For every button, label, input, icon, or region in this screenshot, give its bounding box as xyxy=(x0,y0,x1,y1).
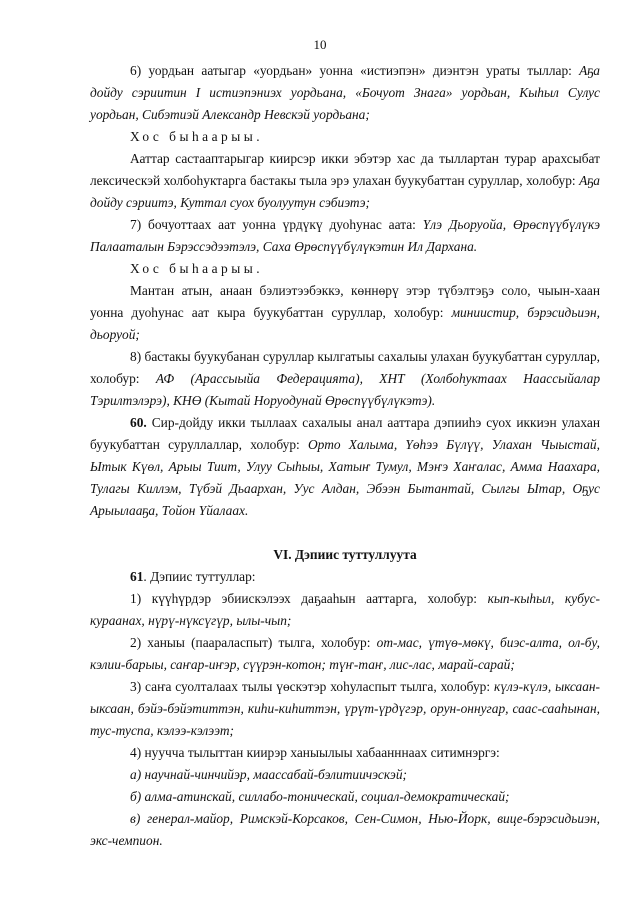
text-run: Аҕа дойду сэриитин I истиэпэниэх уордьана, «Бочуот Знага» уордьан, Кыһыл Сулус уордьан, Сибэтиэй Александр Невскэй уордьана; xyxy=(90,63,600,122)
text-run: в) генерал-майор, Римскэй-Корсаков, Сен-Симон, Нью-Йорк, вице-бэрэсидьиэн, экс-чемпион. xyxy=(90,811,600,848)
text-run: б) алма-атинскай, силлабо-тоническай, социал-демократическай; xyxy=(130,789,510,804)
note-title xyxy=(90,258,600,280)
text-run: АФ (Арассыыйа Федерацията), ХНТ (Холбоһуктаах Наассыйалар Тэрилтэлэрэ), КНӨ (Кытай Норуодунай Өрөспүүбүлүкэтэ). xyxy=(90,371,601,408)
paragraph-p4 xyxy=(90,214,600,258)
text-run: 3) саҥа суолталаах тылы үөскэтэр хоһуласпыт тылга, холобур: xyxy=(130,679,494,694)
text-run: 4) нуучча тылыттан киирэр ханыылыы хабаанннаах ситимнэргэ: xyxy=(130,745,500,760)
text-run: Аҕа дойду сэриитэ, Куттал суох буолуутун сэбиэтэ; xyxy=(90,173,600,210)
text-run: . Дэпиис туттуллар: xyxy=(143,569,256,584)
text-run: 1) күүһүрдэр эбиискэлээх даҕааһын ааттарга, холобур: xyxy=(130,591,488,606)
text-run: миниистир, бэрэсидьиэн, дьоруой; xyxy=(90,305,600,342)
paragraph-p10 xyxy=(90,588,600,632)
text-run: 2) ханыы (паараласпыт) тылга, холобур: xyxy=(130,635,377,650)
text-run: Сир-дойду икки тыллаах сахалыы анал ааттара дэпииһэ суох иккиэн улахан буукубаттан суруллаллар, холобур: xyxy=(90,415,600,452)
text-run: кып-кыһыл, кубус-кураанах, нүрү-нүксүгүр, ылы-чып; xyxy=(90,591,600,628)
paragraph-p9 xyxy=(90,566,600,588)
text-run: VI. Дэпиис туттуллуута xyxy=(273,547,417,562)
text-run: Хос быһаарыы. xyxy=(130,129,264,144)
note-title xyxy=(90,126,600,148)
page-number: 10 xyxy=(313,37,327,52)
section-heading xyxy=(90,544,600,566)
text-run: Хос быһаарыы. xyxy=(130,261,264,276)
text-run: күлэ-күлэ, ыксаан-ыксаан, бэйэ-бэйэтиттэн, киһи-киһиттэн, үрүт-үрдүгэр, орун-оннугар, саас-сааһынан, тус-туспа, кэлээ-кэлээт; xyxy=(90,679,600,738)
text-run: от-мас, үтүө-мөкү, биэс-алта, ол-бу, кэлии-барыы, саҥар-иҥэр, сүүрэн-котон; түҥ-таҥ, лис-лас, марай-сарай; xyxy=(90,635,600,672)
paragraph-p7 xyxy=(90,346,600,412)
text-run: 60. xyxy=(130,415,147,430)
paragraph-p13 xyxy=(90,742,600,764)
paragraph-p11 xyxy=(90,632,600,676)
text-run: 8) бастакы буукубанан суруллар кылгатыы сахалыы улахан буукубаттан суруллар, холобур: xyxy=(90,349,600,386)
text-run: 6) уордьан аатыгар «уордьан» уонна «истиэпэн» диэнтэн ураты тыллар: xyxy=(130,63,580,78)
text-run: а) научнай-чинчийэр, маассабай-бэлитиичэскэй; xyxy=(130,767,407,782)
paragraph-p12 xyxy=(90,676,600,742)
paragraph-p1 xyxy=(90,60,600,126)
text-run: Үлэ Дьоруойа, Өрөспүүбүлүкэ Палааталын Бэрэссэдээтэлэ, Саха Өрөспүүбүлүкэтин Ил Дархана. xyxy=(90,217,600,254)
text-run: 7) бочуоттаах аат уонна үрдүкү дуоһунас аата: xyxy=(130,217,423,232)
paragraph-p8 xyxy=(90,412,600,522)
text-run: Ааттар састааптарыгар киирсэр икки эбэтэр хас да тыллартан турар арахсыбат лексическэй холбоһуктарга бастакы тыла эрэ улахан буукубаттан суруллар, холобур: xyxy=(90,151,600,188)
paragraph-p6 xyxy=(90,280,600,346)
page-body xyxy=(90,60,600,852)
text-run: Мантан атын, анаан бэлиэтээбэккэ, көннөрү этэр түбэлтэҕэ соло, чыын-хаан уонна дуоһунас аат кыра буукубаттан суруллар, холобур: xyxy=(90,283,600,320)
text-run: Орто Халыма, Үөһээ Бүлүү, Улахан Чыыстай, Ытык Күөл, Арыы Тиит, Улуу Сыһыы, Хатыҥ Тумул, Мэҥэ Хаҥалас, Амма Наахара, Тулагы Киллэм, Түбэй Дьаархан, Уус Алдан, Эбээн Бытантай, Сылгы Ытар, Оҕус Арыылааҕа, Тойон Үйалаах. xyxy=(90,437,600,518)
text-run: 61 xyxy=(130,569,144,584)
paragraph-p15 xyxy=(90,786,600,808)
paragraph-p3 xyxy=(90,148,600,214)
paragraph-p16 xyxy=(90,808,600,852)
paragraph-p14 xyxy=(90,764,600,786)
